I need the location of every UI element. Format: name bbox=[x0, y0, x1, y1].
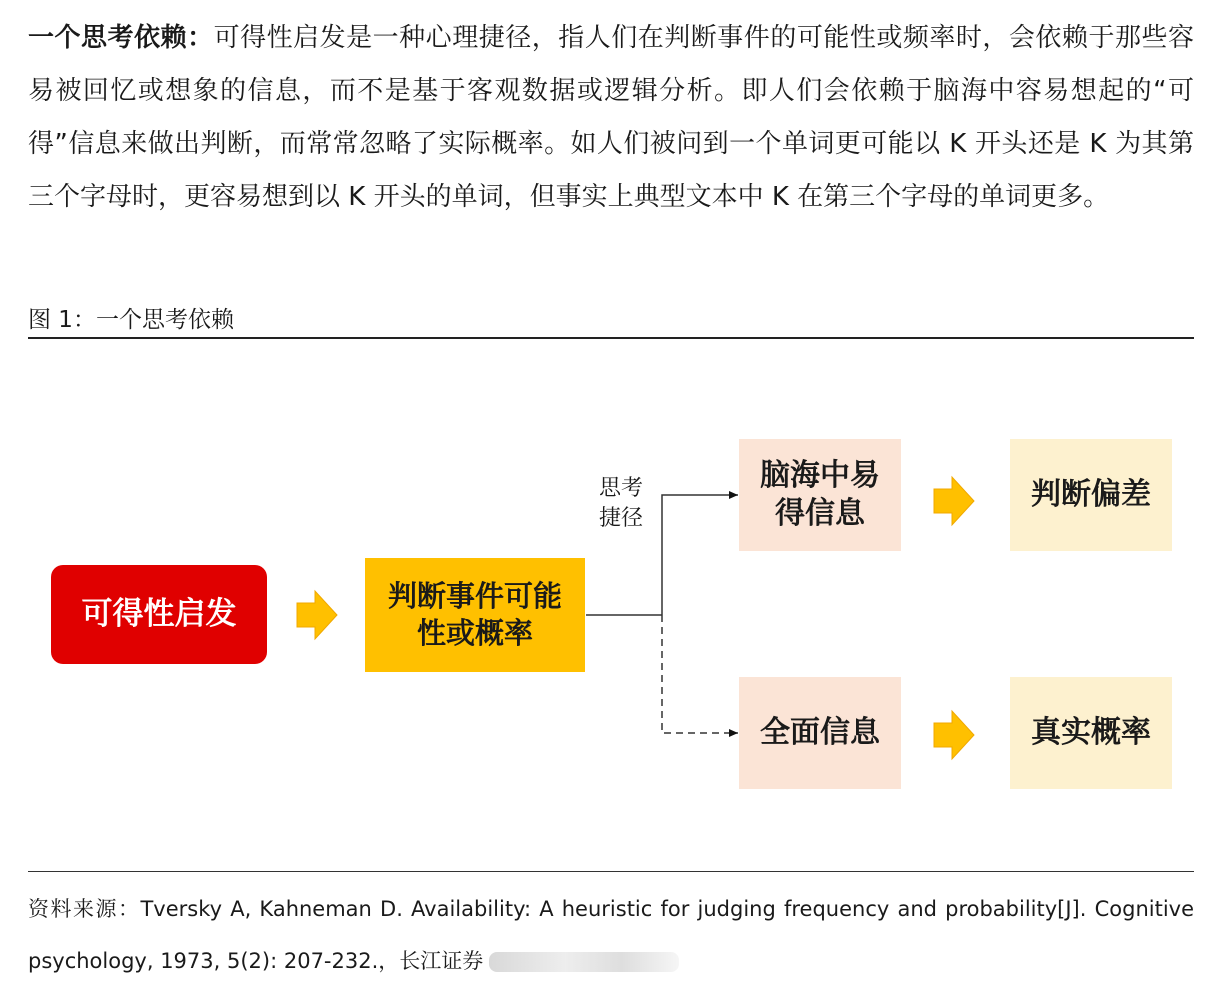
arrow-right-icon bbox=[932, 708, 976, 762]
source-text: 资料来源：Tversky A, Kahneman D. Availability: A heuristic for judging frequency and probability[J]. Cognitive psychology, 1973, 5(2): 207-232.，长江证券 bbox=[28, 897, 1194, 973]
paragraph-colon: ： bbox=[187, 23, 214, 53]
arrow-right-icon bbox=[295, 588, 339, 642]
source-note bbox=[28, 883, 1194, 987]
connector-top-branch bbox=[662, 495, 738, 615]
availability-heuristic-box: 可得性启发 bbox=[51, 565, 267, 664]
branch-label: 思考捷径 bbox=[598, 476, 643, 531]
true-probability-box: 真实概率 bbox=[1010, 677, 1172, 789]
full-information-box: 全面信息 bbox=[739, 677, 901, 789]
connector-bottom-branch bbox=[662, 615, 738, 733]
judgment-bias-box: 判断偏差 bbox=[1010, 439, 1172, 551]
figure-caption: 图 1：一个思考依赖 bbox=[28, 307, 234, 333]
easy-recall-info-box: 脑海中易得信息 bbox=[739, 439, 901, 551]
judge-probability-box: 判断事件可能性或概率 bbox=[365, 558, 585, 672]
paragraph-lead: 一个思考依赖 bbox=[28, 23, 188, 53]
paragraph-body: 可得性启发是一种心理捷径，指人们在判断事件的可能性或频率时，会依赖于那些容易被回忆或想象的信息，而不是基于客观数据或逻辑分析。即人们会依赖于脑海中容易想起的“可得”信息来做出判断，而常常忽略了实际概率。如人们被问到一个单词更可能以 K 开头还是 K 为其第三个字母时，更容易想到以 K 开头的单词，但事实上典型文本中 K 在第三个字母的单词更多。 bbox=[28, 23, 1194, 212]
source-divider bbox=[28, 871, 1194, 872]
arrow-right-icon bbox=[932, 474, 976, 528]
watermark-blur bbox=[489, 952, 679, 972]
